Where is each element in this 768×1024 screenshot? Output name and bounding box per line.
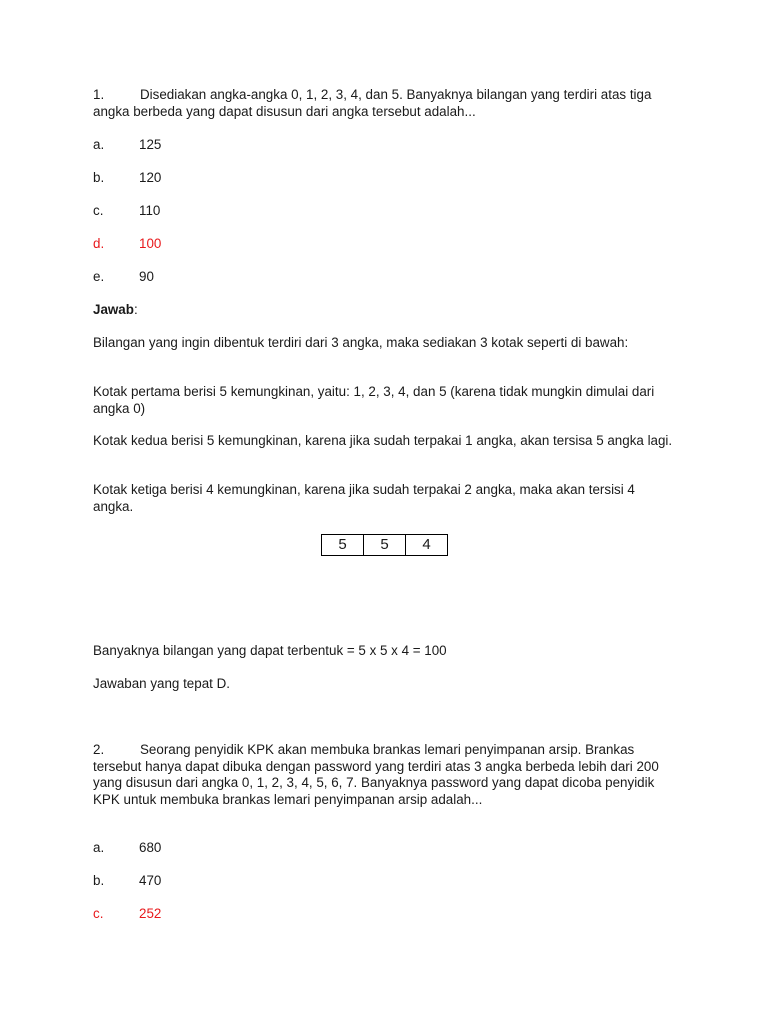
- q2-option-c-correct: c. 252: [93, 906, 162, 921]
- answer-paragraph-4: Kotak ketiga berisi 4 kemungkinan, karena jika sudah terpakai 2 angka, maka akan tersisi 4 angka.: [93, 482, 635, 514]
- answer-paragraph-2: Kotak pertama berisi 5 kemungkinan, yaitu: 1, 2, 3, 4, dan 5 (karena tidak mungkin dimulai dari angka 0): [93, 384, 655, 416]
- q1-option-d-correct: d. 100: [93, 236, 162, 251]
- conclusion-line: Jawaban yang tepat D.: [93, 676, 230, 691]
- box-1: 5: [322, 535, 364, 556]
- q2-option-a: a. 680: [93, 840, 162, 855]
- q2-option-b: b. 470: [93, 873, 162, 888]
- q1-option-c: c. 110: [93, 203, 161, 218]
- number-boxes: [321, 534, 448, 556]
- question-1-number: 1.: [93, 87, 105, 102]
- answer-paragraph-3: Kotak kedua berisi 5 kemungkinan, karena jika sudah terpakai 1 angka, akan tersisa 5 angka lagi.: [93, 433, 673, 448]
- box-2: 5: [364, 535, 406, 556]
- question-1: [93, 87, 673, 120]
- question-2: [93, 742, 673, 808]
- q1-option-b: b. 120: [93, 170, 162, 185]
- q1-option-a: a. 125: [93, 137, 162, 152]
- answer-heading: Jawab:: [93, 302, 138, 317]
- box-3: 4: [406, 535, 448, 556]
- question-2-text: Seorang penyidik KPK akan membuka brankas lemari penyimpanan arsip. Brankas tersebut hanya dapat dibuka dengan password yang terdiri atas 3 angka berbeda lebih dari 200 yang disusun dari angka 0, 1, 2, 3, 4, 5, 6, 7. Banyaknya password yang dapat dicoba penyidik KPK untuk membuka brankas lemari penyimpanan arsip adalah...: [93, 742, 659, 807]
- q1-option-e: e. 90: [93, 269, 154, 284]
- answer-paragraph-1: Bilangan yang ingin dibentuk terdiri dari 3 angka, maka sediakan 3 kotak seperti di bawah:: [93, 335, 629, 350]
- question-2-number: 2.: [93, 742, 105, 757]
- result-line: Banyaknya bilangan yang dapat terbentuk = 5 x 5 x 4 = 100: [93, 643, 447, 658]
- question-1-text: Disediakan angka-angka 0, 1, 2, 3, 4, dan 5. Banyaknya bilangan yang terdiri atas tiga angka berbeda yang dapat disusun dari angka tersebut adalah...: [93, 87, 652, 119]
